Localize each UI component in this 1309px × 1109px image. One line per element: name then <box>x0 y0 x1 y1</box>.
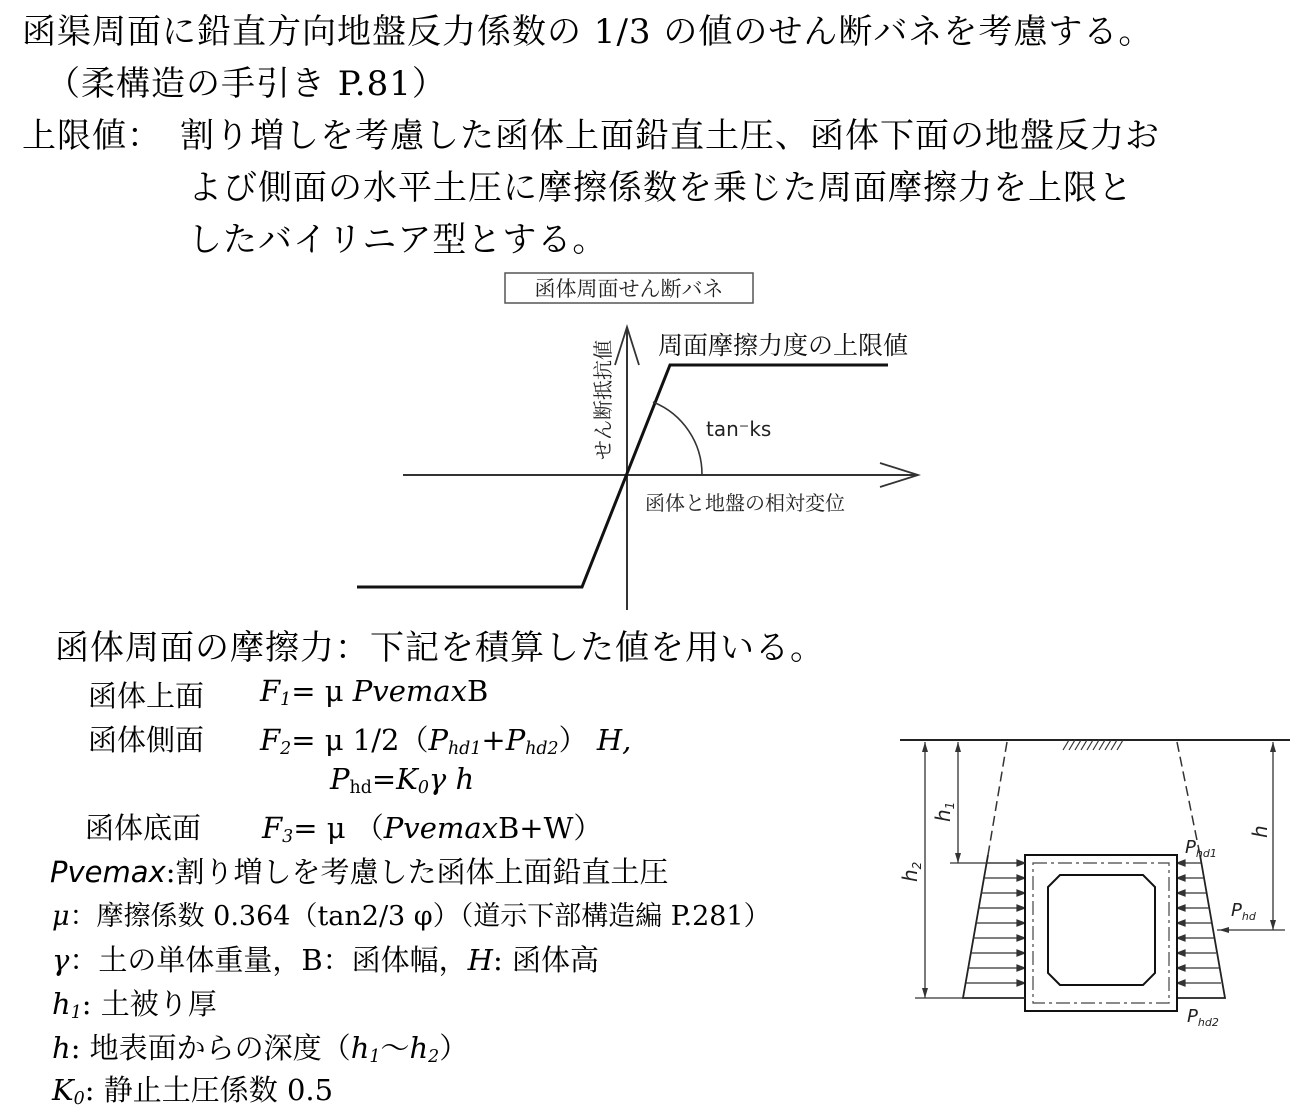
def-mu <box>52 894 771 933</box>
f2-phd2-sub: hd2 <box>525 739 559 759</box>
f2-plus: + <box>481 723 506 757</box>
def-gamma-symbol: γ <box>52 943 70 977</box>
left-pressure-dashed <box>988 742 1007 855</box>
left-pressure-arrows <box>966 860 1025 986</box>
def-k0-text: : 静止土圧係数 0.5 <box>84 1073 334 1107</box>
h1-label: $h_1$ <box>931 801 957 822</box>
phd-rest: γ h <box>428 762 475 796</box>
f1-symbol: F <box>260 674 281 708</box>
phd2-label: $P_{hd2}$ <box>1187 1006 1219 1029</box>
upper-limit-line-2: よび側面の水平土圧に摩擦係数を乗じた周面摩擦力を上限と <box>188 168 1133 208</box>
phd-k: K <box>396 762 418 796</box>
def-pvemax-symbol: Pvemax <box>50 855 166 889</box>
f3-formula <box>262 806 602 847</box>
bottom-surface-name: 函体底面 <box>85 811 202 845</box>
h2-arrow-top <box>922 742 928 752</box>
phd-label: $P_{hd}$ <box>1231 900 1256 923</box>
f2-phd1-sub: hd1 <box>447 739 482 759</box>
f1-rhs-mu: = μ <box>291 674 353 708</box>
def-h-range-tilde: 〜 <box>380 1031 410 1065</box>
f3-rhs-bw: B+W） <box>498 811 603 845</box>
def-h1-symbol: h <box>52 987 71 1021</box>
f2-formula <box>260 718 631 759</box>
phd-symbol: P <box>330 762 350 796</box>
phd-subscript: hd <box>349 778 372 798</box>
f2-phd2: P <box>505 723 526 757</box>
h2-arrow-bottom <box>922 988 928 998</box>
f2-h: H, <box>596 723 632 757</box>
f3-rhs-pvemax: Pvemax <box>383 811 498 845</box>
f2-subscript: 2 <box>280 739 292 759</box>
top-surface-name: 函体上面 <box>88 679 205 713</box>
def-gamma-text: ：土の単体重量，B：函体幅， <box>69 943 468 977</box>
right-pressure-arrows <box>1177 860 1221 986</box>
f2-close: ） <box>558 723 588 757</box>
def-h-range-close: ） <box>439 1031 469 1065</box>
def-h1-text: : 土被り厚 <box>81 987 217 1021</box>
ground-hatch <box>1063 740 1123 750</box>
side-surface-name: 函体側面 <box>88 723 205 757</box>
def-mu-text: ：摩擦係数 0.364（tan2/3 φ）（道示下部構造編 P.281） <box>69 901 771 932</box>
f3-rhs-mu: = μ （ <box>293 811 384 845</box>
f2-phd1: P <box>428 723 448 757</box>
def-h1-sub: 1 <box>70 1003 82 1023</box>
phd-formula <box>330 762 474 796</box>
def-h-symbol: h <box>52 1031 71 1065</box>
def-k0 <box>52 1068 333 1109</box>
def-pvemax-text: :割り増しを考慮した函体上面鉛直土圧 <box>165 855 669 889</box>
phd1-label: $P_{hd1}$ <box>1185 837 1217 860</box>
def-pvemax <box>50 850 668 891</box>
upper-limit-label: 上限値： <box>22 116 162 156</box>
shear-spring-graph <box>340 265 940 615</box>
slope-arc <box>653 402 702 475</box>
phd-k-sub: 0 <box>417 778 429 798</box>
h1-arrow-bottom <box>955 853 961 863</box>
def-H-text: : 函体高 <box>492 943 599 977</box>
slope-label: tan⁻ks <box>706 417 772 441</box>
f2-rhs-mu: = μ 1/2（ <box>291 723 429 757</box>
phd-eq: = <box>371 762 397 796</box>
culvert-inner <box>1048 875 1155 985</box>
def-gamma <box>52 938 599 979</box>
f1-rhs-pvemax: Pvemax <box>352 674 467 708</box>
def-mu-symbol: μ <box>52 901 70 932</box>
f1-rhs-b: B <box>467 674 489 708</box>
def-h-range-b-sub: 2 <box>428 1047 440 1067</box>
culvert-pressure-diagram <box>895 730 1295 1030</box>
h1-arrow-top <box>955 742 961 752</box>
def-h1 <box>52 982 217 1023</box>
y-axis-label: せん断抵抗値 <box>591 340 615 460</box>
x-axis-label: 函体と地盤の相対変位 <box>645 491 845 515</box>
h2-label: $h_2$ <box>898 861 924 882</box>
def-h-text: : 地表面からの深度（ <box>70 1031 351 1065</box>
f3-subscript: 3 <box>282 827 294 847</box>
def-h-range-a-sub: 1 <box>369 1047 381 1067</box>
def-h-range-b: h <box>409 1031 429 1065</box>
def-k0-sub: 0 <box>73 1089 85 1109</box>
f2-symbol: F <box>260 723 281 757</box>
f1-subscript: 1 <box>280 690 292 710</box>
phd-arrow <box>1219 927 1229 933</box>
h-arrow-top <box>1270 742 1276 752</box>
intro-reference: （柔構造の手引き P.81） <box>46 64 447 104</box>
upper-limit-curve-label: 周面摩擦力度の上限値 <box>658 331 909 360</box>
f1-formula <box>260 674 488 708</box>
upper-limit-line-1: 割り増しを考慮した函体上面鉛直土圧、函体下面の地盤反力お <box>180 116 1160 156</box>
f3-symbol: F <box>262 811 283 845</box>
h-label: h <box>1248 825 1272 838</box>
def-h-range-a: h <box>350 1031 370 1065</box>
left-pressure-outline <box>963 855 1025 998</box>
def-h <box>52 1026 468 1067</box>
def-H-symbol: H <box>467 943 493 977</box>
intro-line-1: 函渠周面に鉛直方向地盤反力係数の 1/3 の値のせん断バネを考慮する。 <box>22 12 1154 52</box>
friction-heading: 函体周面の摩擦力：下記を積算した値を用いる。 <box>55 628 825 668</box>
h-arrow-bottom <box>1270 920 1276 930</box>
def-k0-symbol: K <box>52 1073 74 1107</box>
upper-limit-line-3: したバイリニア型とする。 <box>188 220 608 260</box>
graph-title: 函体周面せん断バネ <box>534 277 724 301</box>
